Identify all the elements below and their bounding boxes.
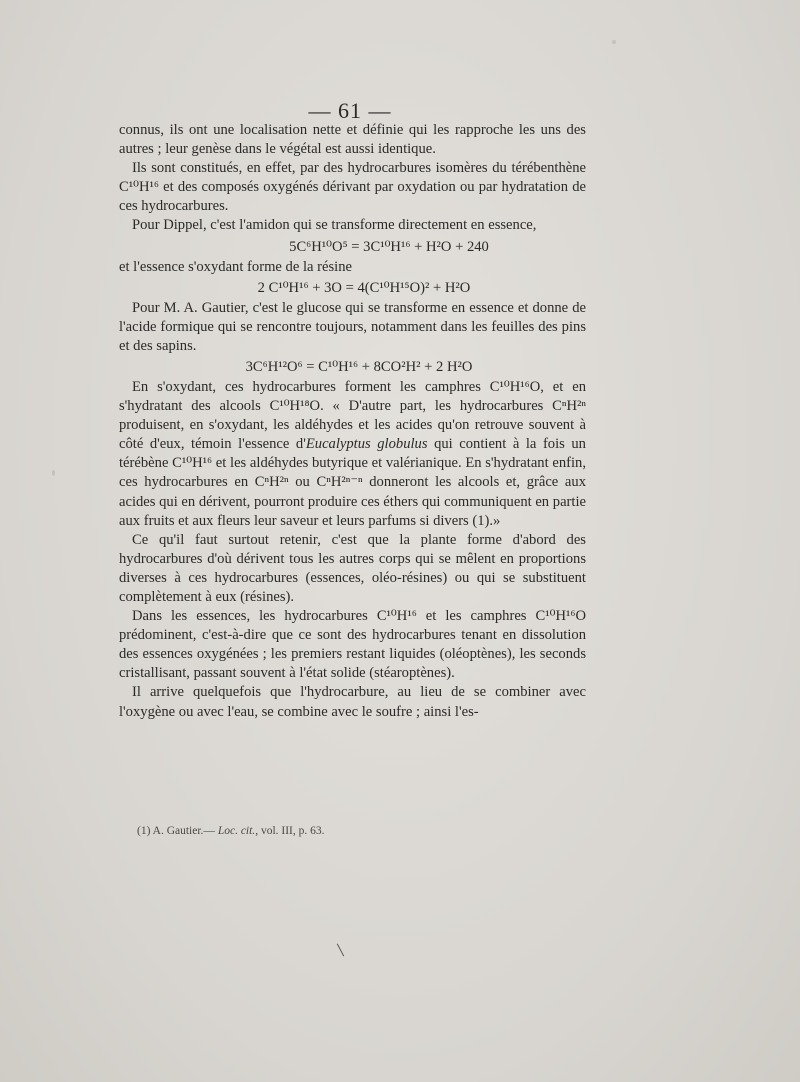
paragraph: Dans les essences, les hydrocarbures C¹⁰H¹⁶ et les camphres C¹⁰H¹⁶O prédominent, c'est-à-dire que ce sont des hydrocarbures tenant en dissolution des essences oxygénées ; les premiers restant liquides (oléoptènes), les seconds cristallisant, passant souvent à l'état solide (stéaroptènes). — [119, 608, 586, 682]
paragraph: Pour M. A. Gautier, c'est le glucose qui se transforme en essence et donne de l'acide formique qui se rencontre toujours, notamment dans les feuilles des pins et des sapins. — [119, 299, 586, 354]
paragraph — [119, 378, 586, 531]
text-run: qui contient à la fois un térébène C¹⁰H¹⁶ et les aldéhydes butyrique et valérianique. En s'hydratant enfin, ces hydrocarbures en CⁿH²ⁿ ou CⁿH²ⁿ⁻ⁿ donneront les alcools et, grâce aux acides qui en dérivent, pourront produire ces éthers qui communiquent en partie aux fruits et aux fleurs leur saveur et leurs parfums si divers (1).» — [119, 436, 586, 529]
footnote — [137, 825, 597, 837]
paragraph: et l'essence s'oxydant forme de la résine — [119, 258, 352, 275]
text-run: En s'oxydant, ces hydrocarbures forment les camphres C¹⁰H¹⁶O, et en s'hydratant des alcools C¹⁰H¹⁸O. « D'autre part, les hydrocarbures CⁿH²ⁿ produisent, en s'oxydant, les aldéhydes et les acides qu'on retrouve souvent à côté d'eux, témoin l'essence d' — [119, 378, 586, 453]
stray-mark — [337, 944, 344, 957]
footnote-suffix: , vol. III, p. 63. — [255, 825, 325, 837]
chemical-equation: 5C⁶H¹⁰O⁵ = 3C¹⁰H¹⁶ + H²O + 240 — [289, 238, 489, 255]
paragraph: Il arrive quelquefois que l'hydrocarbure, au lieu de se combiner avec l'oxygène ou avec l'eau, se combine avec le soufre ; ainsi l'es- — [119, 684, 586, 720]
body-text — [119, 121, 586, 722]
chemical-equation: 3C⁶H¹²O⁶ = C¹⁰H¹⁶ + 8CO²H² + 2 H²O — [245, 358, 473, 375]
paragraph: Ce qu'il faut surtout retenir, c'est que la plante forme d'abord des hydrocarbures d'où dérivent tous les autres corps qui se mêlent en proportions diverses à ces hydrocarbures (essences, oléo-résines) ou qui se substituent complètement à eux (résines). — [119, 531, 586, 605]
species-name: Eucalyptus globulus — [305, 436, 428, 453]
paragraph: connus, ils ont une localisation nette et définie qui les rapproche les uns des autres ; leur genèse dans le végétal est aussi identique. — [119, 122, 586, 158]
footnote-italic: Loc. cit. — [217, 825, 256, 837]
paper-spot — [612, 40, 616, 44]
paragraph: Pour Dippel, c'est l'amidon qui se transforme directement en essence, — [132, 217, 537, 234]
chemical-equation: 2 C¹⁰H¹⁶ + 3O = 4(C¹⁰H¹⁵O)² + H²O — [257, 279, 471, 296]
page-number: — 61 — — [308, 98, 392, 123]
paragraph: Ils sont constitués, en effet, par des hydrocarbures isomères du térébenthène C¹⁰H¹⁶ et des composés oxygénés dérivant par oxydation ou par hydratation de ces hydrocarbures. — [119, 160, 586, 215]
footnote-prefix: (1) A. Gautier.— — [137, 825, 218, 837]
paper-spot — [52, 470, 55, 476]
